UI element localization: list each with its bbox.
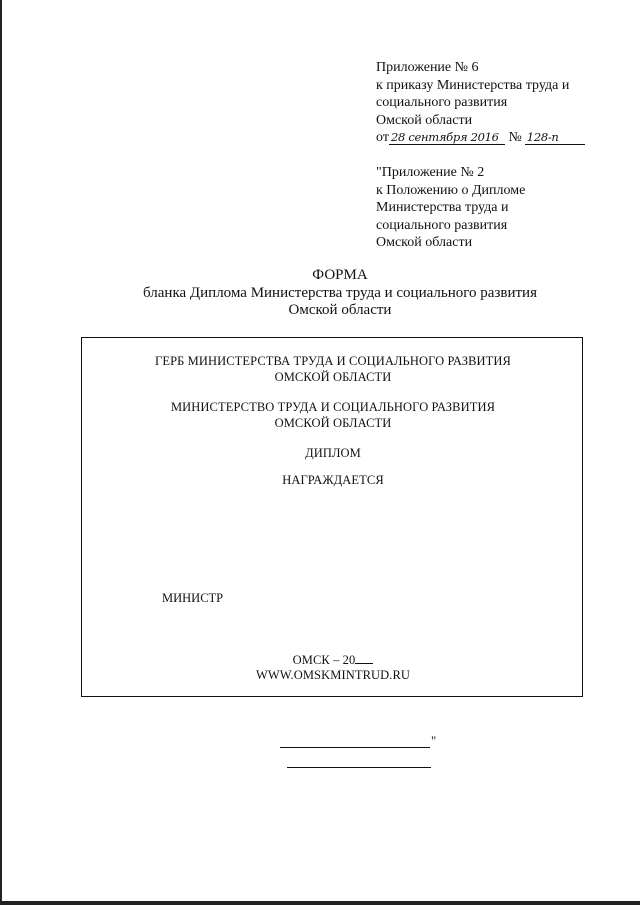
- minister-label: МИНИСТР: [162, 591, 224, 605]
- from-label: от: [376, 130, 389, 145]
- appendix-line-3: социального развития: [376, 95, 508, 110]
- appendix2-line-5: Омской области: [376, 235, 473, 250]
- city-year-text: ОМСК – 20: [292, 653, 356, 667]
- appendix-title: Приложение № 6: [376, 60, 479, 75]
- appendix2-header: [376, 164, 626, 252]
- closing-quote-mark: ": [431, 733, 437, 748]
- handwritten-date: 28 сентября 2016: [389, 130, 505, 145]
- ministry-line-1: МИНИСТЕРСТВО ТРУДА И СОЦИАЛЬНОГО РАЗВИТИЯ: [170, 400, 496, 414]
- appendix2-line-2: к Положению о Дипломе: [376, 182, 526, 198]
- scan-edge-bottom: [0, 901, 640, 905]
- coat-of-arms-line-1: ГЕРБ МИНИСТЕРСТВА ТРУДА И СОЦИАЛЬНОГО РАЗВИТИЯ: [155, 354, 511, 368]
- order-date-number-row: [376, 129, 626, 147]
- ministry-line-2: ОМСКОЙ ОБЛАСТИ: [274, 416, 392, 430]
- number-label: №: [508, 130, 522, 145]
- year-blank-line: [355, 651, 373, 664]
- handwritten-number: 128-п: [525, 130, 585, 145]
- awarded-heading: НАГРАЖДАЕТСЯ: [282, 473, 384, 487]
- city-year-line: [82, 651, 584, 668]
- diploma-blank-frame: [81, 337, 583, 697]
- closing-rule-1: [280, 747, 430, 748]
- diploma-heading: ДИПЛОМ: [305, 446, 361, 460]
- appendix-line-2: к приказу Министерства труда и: [376, 77, 570, 93]
- appendix2-line-4: социального развития: [376, 217, 508, 233]
- coat-of-arms-line-2: ОМСКОЙ ОБЛАСТИ: [274, 370, 392, 384]
- form-subtitle-2: Омской области: [288, 302, 392, 318]
- appendix-line-4: Омской области: [376, 112, 473, 128]
- form-title: ФОРМА: [312, 267, 368, 283]
- form-subtitle-1: бланка Диплома Министерства труда и социального развития: [143, 284, 537, 301]
- appendix-header: [376, 59, 626, 147]
- website-line: WWW.OMSKMINTRUD.RU: [255, 668, 411, 682]
- form-title-block: [0, 267, 640, 320]
- scan-edge-left: [0, 0, 2, 905]
- closing-rule-2: [287, 767, 431, 768]
- appendix2-title: "Приложение № 2: [376, 165, 485, 180]
- appendix2-line-3: Министерства труда и: [376, 200, 509, 215]
